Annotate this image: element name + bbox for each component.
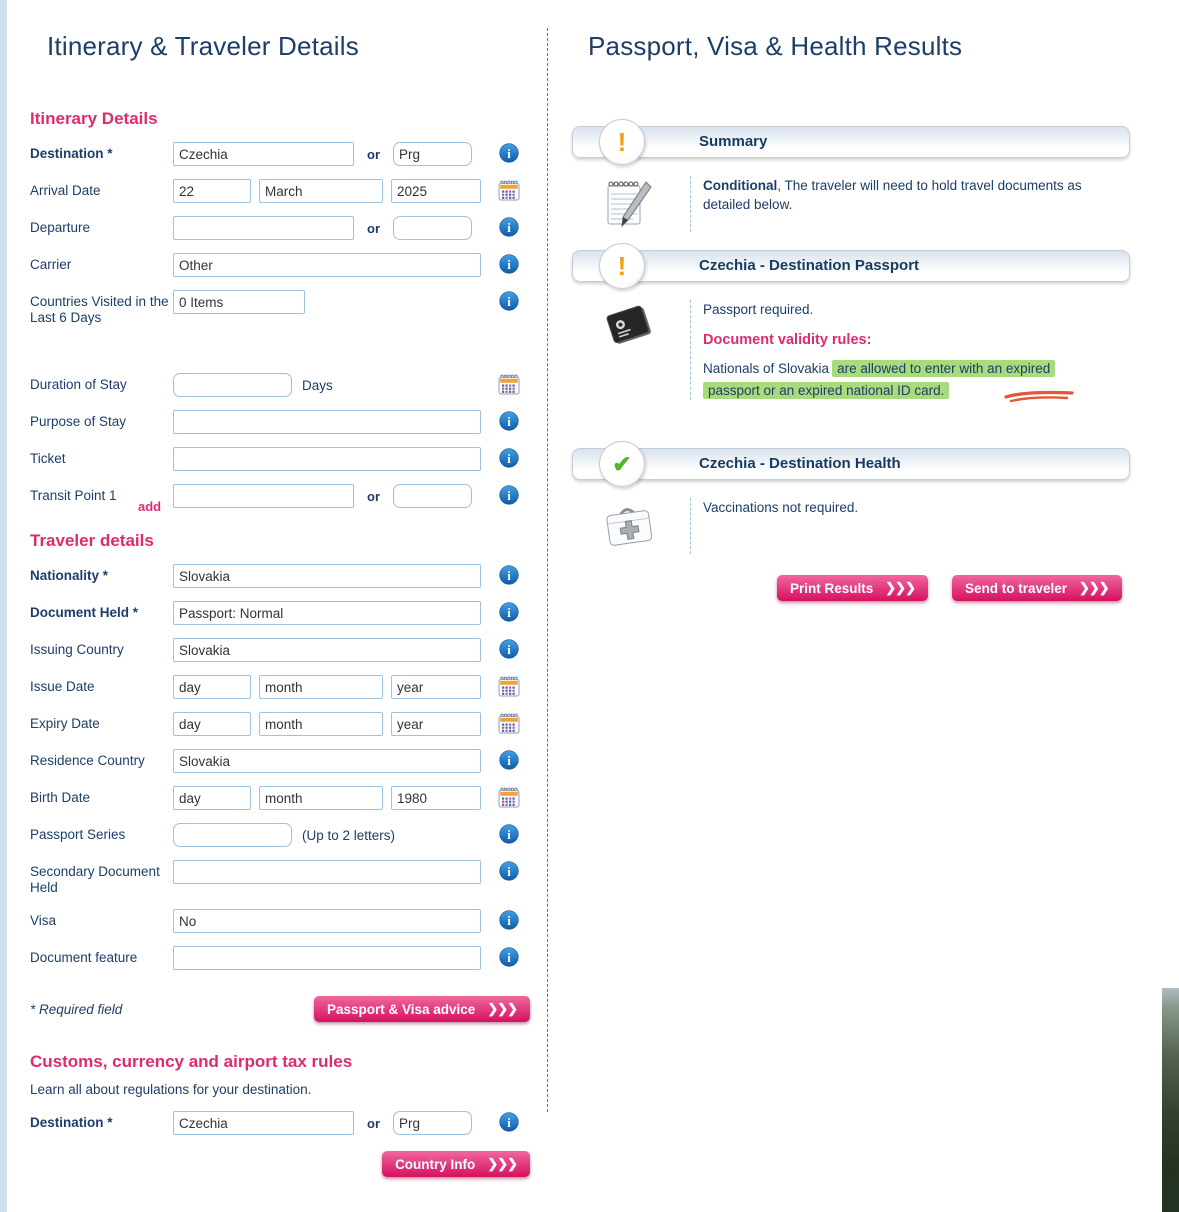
issue-day-input[interactable]: [173, 675, 251, 699]
info-icon[interactable]: [499, 291, 519, 311]
health-bar-title: Czechia - Destination Health: [699, 455, 901, 472]
field-secondary-document: [30, 860, 530, 896]
passport-bar: [572, 250, 1130, 282]
field-duration-of-stay: [30, 373, 530, 397]
calendar-icon[interactable]: [498, 787, 520, 808]
info-icon[interactable]: [499, 485, 519, 505]
birth-date-label: Birth Date: [30, 790, 91, 805]
notepad-icon: [600, 176, 658, 232]
days-suffix: Days: [302, 377, 333, 393]
info-icon[interactable]: [499, 947, 519, 967]
nationality-label: Nationality *: [30, 568, 109, 583]
issue-date-label: Issue Date: [30, 679, 95, 694]
traveler-details-heading: Traveler details: [30, 531, 154, 550]
required-field-note: * Required field: [30, 1001, 123, 1017]
expiry-year-input[interactable]: [391, 712, 481, 736]
validity-rules-heading: Document validity rules:: [703, 332, 872, 348]
passport-bar-title: Czechia - Destination Passport: [699, 257, 920, 274]
destination-label: Destination *: [30, 146, 113, 161]
customs-destination-label: Destination *: [30, 1115, 113, 1130]
summary-bar-title: Summary: [699, 133, 768, 150]
passport-visa-advice-button[interactable]: [314, 996, 530, 1022]
info-icon[interactable]: [499, 565, 519, 585]
info-icon[interactable]: [499, 639, 519, 659]
destination-input[interactable]: [173, 142, 354, 166]
info-icon[interactable]: [499, 448, 519, 468]
summary-result-text: [690, 176, 1123, 232]
destination-code-input[interactable]: [393, 142, 472, 166]
field-nationality: [30, 564, 530, 588]
or-label: or: [367, 488, 380, 504]
or-label: or: [367, 146, 380, 162]
info-icon[interactable]: [499, 217, 519, 237]
customs-destination-code-input[interactable]: [393, 1111, 472, 1135]
duration-label: Duration of Stay: [30, 377, 127, 392]
purpose-label: Purpose of Stay: [30, 414, 127, 429]
highlighted-text-1: are allowed to enter with an expired: [832, 360, 1055, 377]
info-icon[interactable]: [499, 254, 519, 274]
send-to-traveler-label: Send to traveler: [964, 580, 1068, 596]
calendar-icon[interactable]: [498, 374, 520, 395]
carrier-input[interactable]: [173, 253, 481, 277]
countries-visited-input[interactable]: [173, 290, 305, 314]
document-held-input[interactable]: [173, 601, 481, 625]
summary-result: [600, 176, 1132, 232]
field-countries-visited: [30, 290, 530, 326]
field-purpose-of-stay: [30, 410, 530, 434]
passport-series-input[interactable]: [173, 823, 292, 847]
document-feature-label: Document feature: [30, 950, 138, 965]
birth-year-input[interactable]: [391, 786, 481, 810]
purpose-input[interactable]: [173, 410, 481, 434]
birth-month-input[interactable]: [259, 786, 383, 810]
chevrons-icon: ❯❯❯: [1079, 580, 1109, 595]
send-to-traveler-button[interactable]: [952, 575, 1122, 601]
customs-subtext: Learn all about regulations for your destination.: [30, 1082, 312, 1097]
birth-day-input[interactable]: [173, 786, 251, 810]
arrival-day-input[interactable]: [173, 179, 251, 203]
passport-visa-advice-label: Passport & Visa advice: [326, 1001, 476, 1017]
ticket-input[interactable]: [173, 447, 481, 471]
ticket-label: Ticket: [30, 451, 66, 466]
document-held-label: Document Held *: [30, 605, 139, 620]
info-icon[interactable]: [499, 1112, 519, 1132]
column-separator: [547, 28, 548, 1112]
itinerary-panel: [30, 0, 530, 1177]
field-birth-date: [30, 786, 530, 810]
highlighted-text-2: passport or an expired national ID card.: [703, 382, 949, 399]
field-arrival-date: [30, 179, 530, 203]
country-info-button[interactable]: [382, 1151, 530, 1177]
field-document-feature: [30, 946, 530, 970]
passport-series-label: Passport Series: [30, 827, 126, 842]
calendar-icon[interactable]: [498, 180, 520, 201]
field-customs-destination: [30, 1111, 530, 1135]
field-destination: [30, 142, 530, 166]
issue-month-input[interactable]: [259, 675, 383, 699]
expiry-date-label: Expiry Date: [30, 716, 100, 731]
calendar-icon[interactable]: [498, 676, 520, 697]
info-icon[interactable]: [499, 143, 519, 163]
passport-result: [600, 300, 1132, 400]
countries-visited-label: Countries Visited in the Last 6 Days: [30, 294, 169, 325]
summary-status-text: , The traveler will need to hold travel documents as detailed below.: [703, 178, 1082, 212]
customs-heading: Customs, currency and airport tax rules: [30, 1052, 353, 1071]
visa-input[interactable]: [173, 909, 481, 933]
nationality-input[interactable]: [173, 564, 481, 588]
info-icon[interactable]: [499, 750, 519, 770]
duration-input[interactable]: [173, 373, 292, 397]
background-photo-fragment: [1162, 988, 1179, 1212]
transit-code-input[interactable]: [393, 484, 472, 508]
calendar-icon[interactable]: [498, 713, 520, 734]
results-panel: [572, 0, 1132, 601]
arrival-month-input[interactable]: [259, 179, 383, 203]
chevrons-icon: ❯❯❯: [487, 1156, 517, 1171]
health-result: [600, 498, 1132, 554]
field-document-held: [30, 601, 530, 625]
or-label: or: [367, 220, 380, 236]
field-ticket: [30, 447, 530, 471]
alert-icon: !: [599, 119, 645, 165]
issuing-country-input[interactable]: [173, 638, 481, 662]
page-left-edge: [0, 0, 7, 1212]
add-transit-link[interactable]: add: [138, 499, 162, 514]
issue-year-input[interactable]: [391, 675, 481, 699]
expiry-day-input[interactable]: [173, 712, 251, 736]
visa-label: Visa: [30, 913, 57, 928]
arrival-date-label: Arrival Date: [30, 183, 101, 198]
info-icon[interactable]: [499, 411, 519, 431]
or-label: or: [367, 1115, 380, 1131]
health-result-text: Vaccinations not required.: [690, 498, 858, 554]
scribble-underline-annotation: [1003, 388, 1075, 404]
passport-result-body: [690, 300, 1103, 400]
transit-input[interactable]: [173, 484, 354, 508]
left-panel-title: Itinerary & Traveler Details: [47, 31, 359, 61]
passport-series-hint: (Up to 2 letters): [302, 827, 396, 843]
info-icon[interactable]: [499, 824, 519, 844]
secondary-document-input[interactable]: [173, 860, 481, 884]
print-results-label: Print Results: [790, 580, 874, 596]
itinerary-details-heading: Itinerary Details: [30, 109, 158, 128]
field-passport-series: [30, 823, 530, 847]
passport-requirement: Passport required.: [703, 302, 814, 317]
residence-country-label: Residence Country: [30, 753, 145, 768]
field-departure: [30, 216, 530, 240]
first-aid-kit-icon: [600, 498, 658, 554]
info-icon[interactable]: [499, 602, 519, 622]
summary-bar: [572, 126, 1130, 158]
info-icon[interactable]: [499, 861, 519, 881]
field-residence-country: [30, 749, 530, 773]
issuing-country-label: Issuing Country: [30, 642, 124, 657]
field-visa: [30, 909, 530, 933]
country-info-label: Country Info: [395, 1156, 476, 1172]
results-panel-title: Passport, Visa & Health Results: [588, 31, 963, 61]
field-issuing-country: [30, 638, 530, 662]
departure-code-input[interactable]: [393, 216, 472, 240]
check-icon: ✔: [599, 441, 645, 487]
chevrons-icon: ❯❯❯: [885, 580, 915, 595]
health-bar: [572, 448, 1130, 480]
departure-label: Departure: [30, 220, 91, 235]
customs-destination-input[interactable]: [173, 1111, 354, 1135]
alert-icon: !: [599, 243, 645, 289]
arrival-year-input[interactable]: [391, 179, 481, 203]
departure-input[interactable]: [173, 216, 354, 240]
print-results-button[interactable]: [777, 575, 928, 601]
summary-status: Conditional: [703, 178, 778, 193]
field-issue-date: [30, 675, 530, 699]
carrier-label: Carrier: [30, 257, 72, 272]
rules-plain-text: Nationals of Slovakia: [703, 361, 830, 376]
field-carrier: [30, 253, 530, 277]
residence-country-input[interactable]: [173, 749, 481, 773]
validity-rules-text: [703, 359, 1103, 400]
secondary-document-label: Secondary Document Held: [30, 864, 160, 895]
chevrons-icon: ❯❯❯: [487, 1001, 517, 1016]
field-transit-point: [30, 484, 530, 514]
expiry-month-input[interactable]: [259, 712, 383, 736]
document-feature-input[interactable]: [173, 946, 481, 970]
field-expiry-date: [30, 712, 530, 736]
passport-icon: [600, 300, 658, 356]
transit-point-label: Transit Point 1: [30, 488, 117, 503]
info-icon[interactable]: [499, 910, 519, 930]
